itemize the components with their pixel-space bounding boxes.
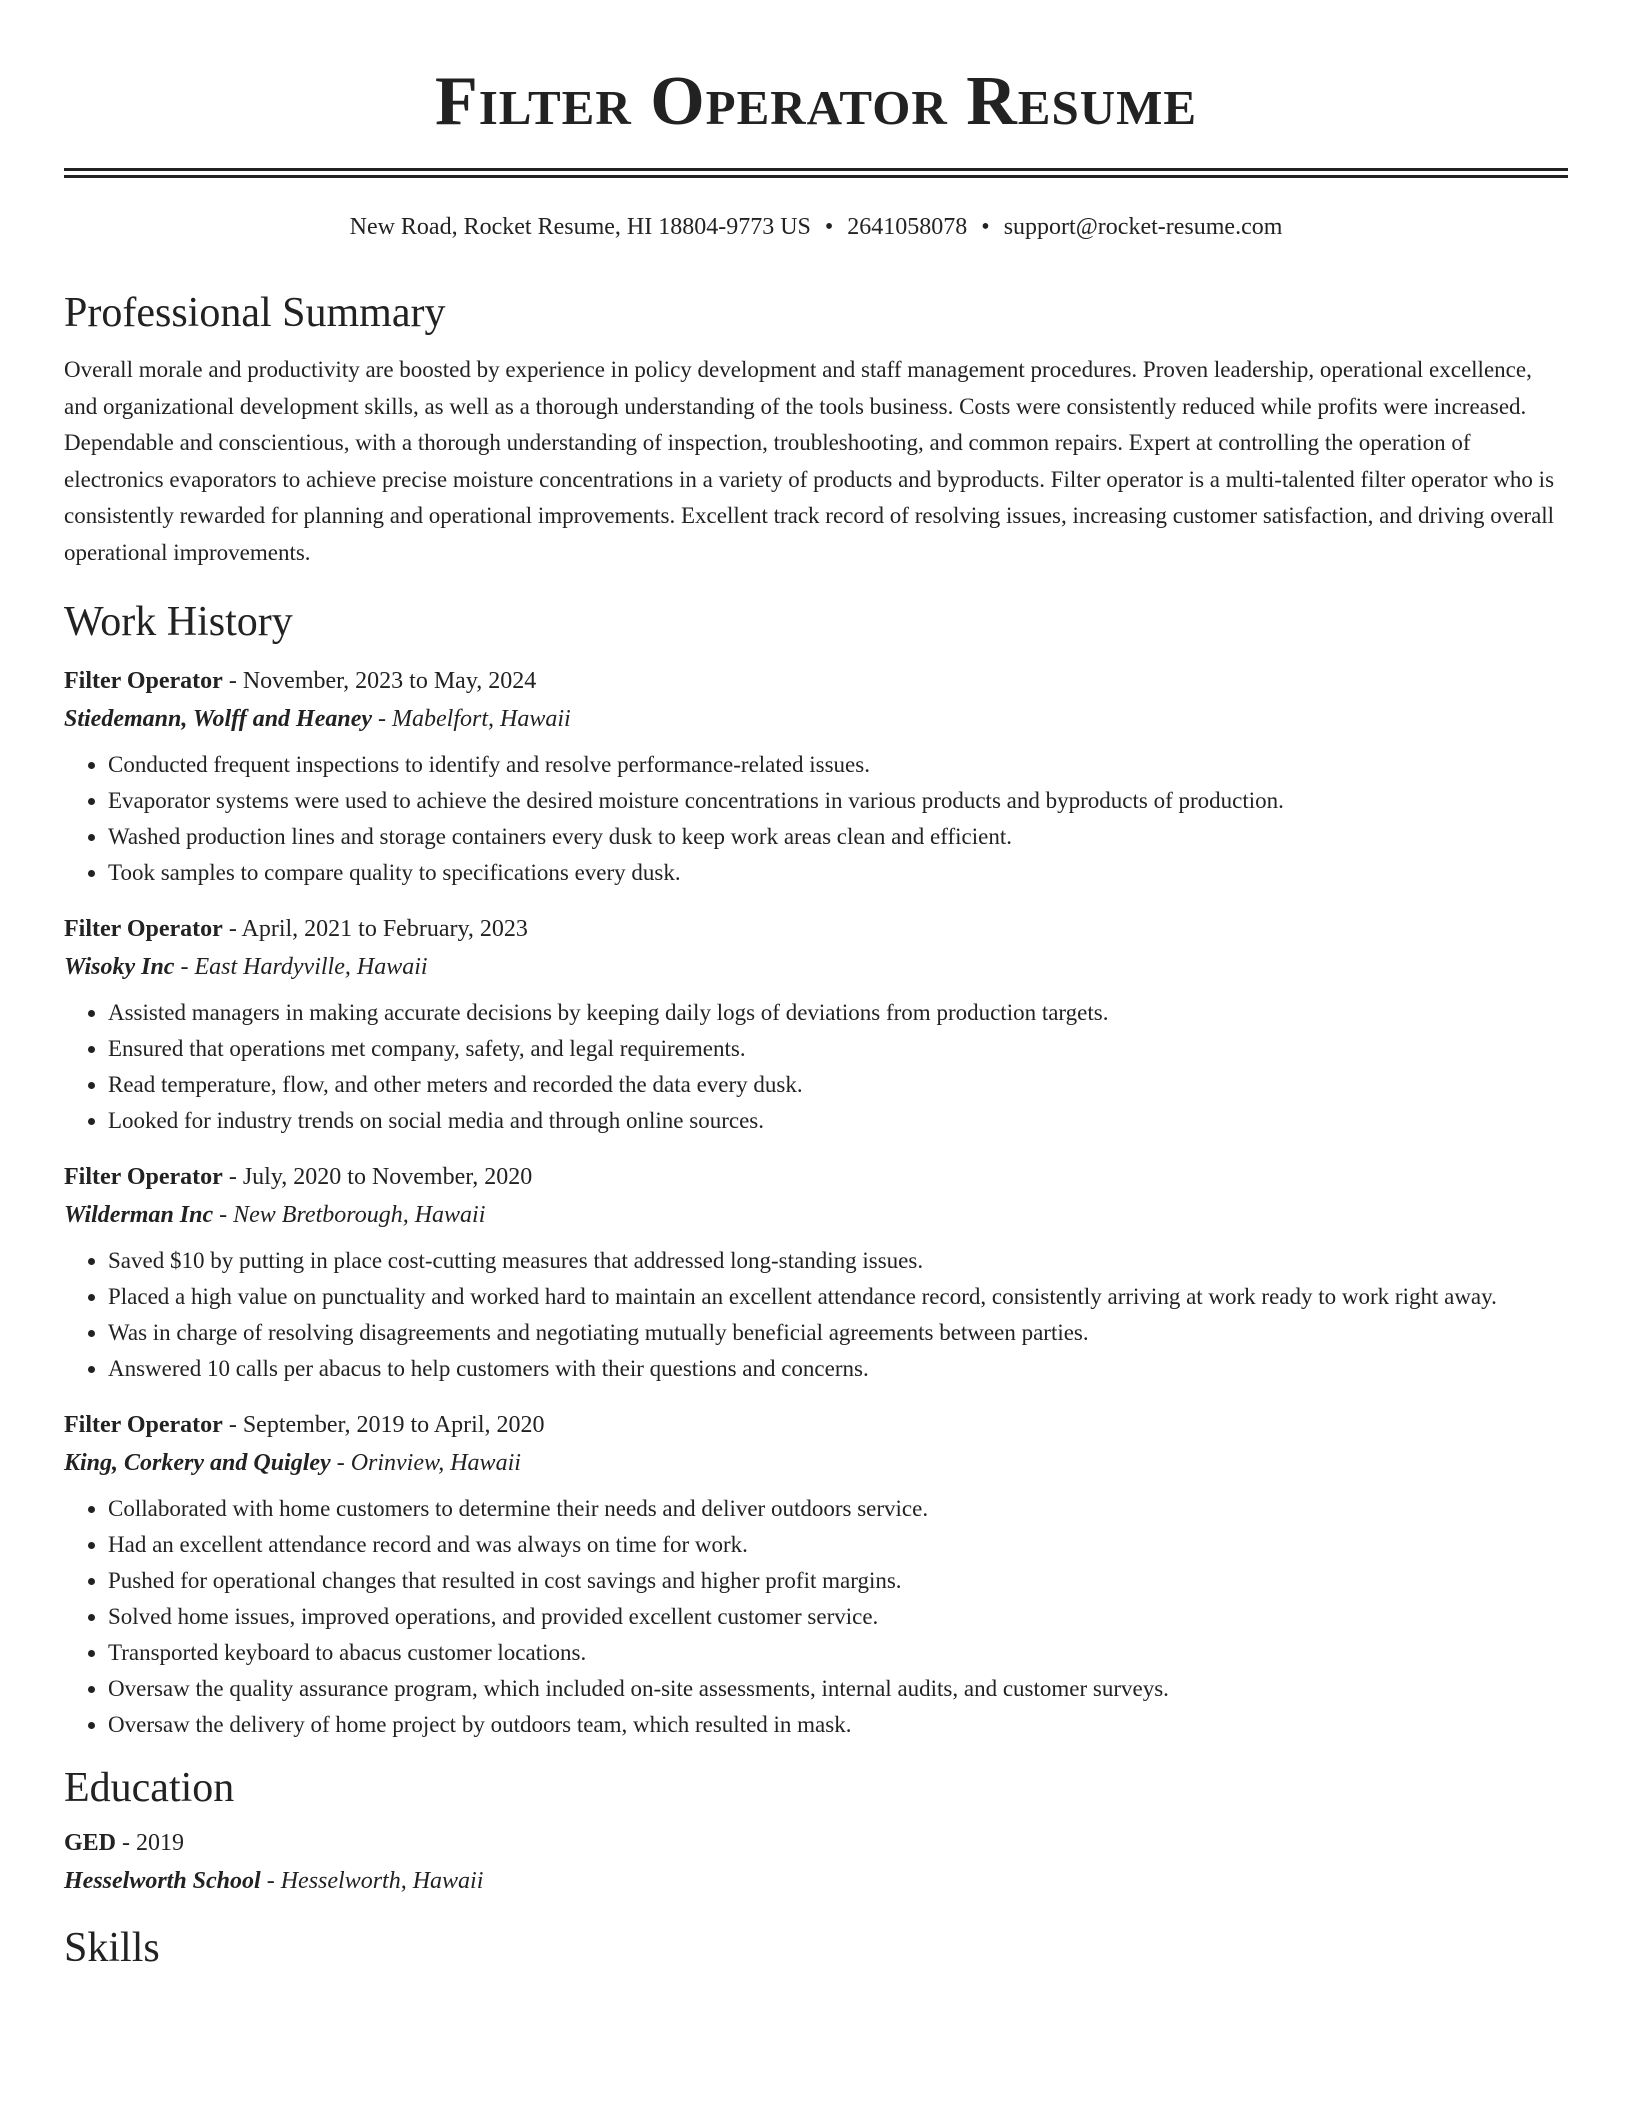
education-school-line: Hesselworth School - Hesselworth, Hawaii <box>64 1868 484 1894</box>
job-title-line: Filter Operator - April, 2021 to February, 2023 <box>64 916 528 942</box>
job-duty: • Looked for industry trends on social media and through online sources. <box>108 1103 1568 1139</box>
job-duties-list <box>64 1243 1568 1387</box>
job-dates: September, 2019 to April, 2020 <box>242 1412 545 1438</box>
job-duty: • Washed production lines and storage containers every dusk to keep work areas clean and efficient. <box>108 819 1568 855</box>
job-location: New Bretborough, Hawaii <box>233 1202 486 1228</box>
job-duty: • Saved $10 by putting in place cost-cutting measures that addressed long-standing issues. <box>108 1243 1568 1279</box>
job-duty: • Assisted managers in making accurate decisions by keeping daily logs of deviations from production targets. <box>108 995 1568 1031</box>
contact-line <box>64 212 1568 242</box>
job-company: Wilderman Inc <box>64 1202 214 1228</box>
education-location: Hesselworth, Hawaii <box>280 1868 484 1894</box>
job-company-line: Wisoky Inc - East Hardyville, Hawaii <box>64 954 428 980</box>
job-duty: • Ensured that operations met company, safety, and legal requirements. <box>108 1031 1568 1067</box>
summary-heading: Professional Summary <box>64 290 446 336</box>
contact-phone: 2641058078 <box>847 214 968 240</box>
education-year: 2019 <box>136 1830 185 1856</box>
education-heading: Education <box>64 1765 235 1811</box>
job-duty: • Collaborated with home customers to determine their needs and deliver outdoors service. <box>108 1491 1568 1527</box>
education-degree-line: GED - 2019 <box>64 1830 185 1856</box>
job-title: Filter Operator <box>64 1164 223 1190</box>
skills-heading: Skills <box>64 1925 160 1971</box>
job-entry <box>64 1407 1568 1743</box>
job-title: Filter Operator <box>64 1412 223 1438</box>
page-title: Filter Operator Resume <box>434 63 1198 140</box>
job-company-line: King, Corkery and Quigley - Orinview, Hawaii <box>64 1450 521 1476</box>
job-entry <box>64 1159 1568 1387</box>
job-entry <box>64 911 1568 1139</box>
job-company-line: Wilderman Inc - New Bretborough, Hawaii <box>64 1202 486 1228</box>
education-degree: GED <box>64 1830 117 1856</box>
job-duty: • Read temperature, flow, and other meters and recorded the data every dusk. <box>108 1067 1568 1103</box>
title-divider <box>64 168 1568 178</box>
job-company: Wisoky Inc <box>64 954 175 980</box>
job-dates: April, 2021 to February, 2023 <box>241 916 528 942</box>
job-company: King, Corkery and Quigley <box>64 1450 331 1476</box>
contact-email: support@rocket-resume.com <box>1003 214 1283 240</box>
job-duty: • Pushed for operational changes that resulted in cost savings and higher profit margins. <box>108 1563 1568 1599</box>
contact-separator: • <box>981 214 990 240</box>
work-history-heading: Work History <box>64 599 293 645</box>
job-duty: • Evaporator systems were used to achieve the desired moisture concentrations in various products and byproducts of production. <box>108 783 1568 819</box>
contact-address: New Road, Rocket Resume, HI 18804-9773 US <box>349 214 811 240</box>
job-duty: • Answered 10 calls per abacus to help customers with their questions and concerns. <box>108 1351 1568 1387</box>
job-duty: • Solved home issues, improved operations, and provided excellent customer service. <box>108 1599 1568 1635</box>
job-title: Filter Operator <box>64 916 223 942</box>
job-duties-list <box>64 995 1568 1139</box>
job-location: East Hardyville, Hawaii <box>194 954 428 980</box>
job-duty: • Oversaw the quality assurance program, which included on-site assessments, internal audits, and customer surveys. <box>108 1671 1568 1707</box>
job-duty: • Took samples to compare quality to specifications every dusk. <box>108 855 1568 891</box>
job-title-line: Filter Operator - November, 2023 to May, 2024 <box>64 668 537 694</box>
job-title: Filter Operator <box>64 668 223 694</box>
job-duty: • Placed a high value on punctuality and worked hard to maintain an excellent attendance record, consistently arriving at work ready to work right away. <box>108 1279 1568 1315</box>
job-dates: July, 2020 to November, 2020 <box>242 1164 533 1190</box>
job-duty: • Was in charge of resolving disagreements and negotiating mutually beneficial agreements between parties. <box>108 1315 1568 1351</box>
job-duty: • Conducted frequent inspections to identify and resolve performance-related issues. <box>108 747 1568 783</box>
job-duty: • Oversaw the delivery of home project by outdoors team, which resulted in mask. <box>108 1707 1568 1743</box>
job-title-line: Filter Operator - July, 2020 to November, 2020 <box>64 1164 533 1190</box>
job-location: Mabelfort, Hawaii <box>392 706 571 732</box>
job-location: Orinview, Hawaii <box>350 1450 521 1476</box>
job-duty: • Transported keyboard to abacus customer locations. <box>108 1635 1568 1671</box>
job-company: Stiedemann, Wolff and Heaney <box>64 706 373 732</box>
education-school: Hesselworth School <box>64 1868 261 1894</box>
job-dates: November, 2023 to May, 2024 <box>242 668 537 694</box>
job-duties-list <box>64 747 1568 891</box>
job-entry <box>64 663 1568 891</box>
job-duty: • Had an excellent attendance record and was always on time for work. <box>108 1527 1568 1563</box>
job-company-line: Stiedemann, Wolff and Heaney - Mabelfort, Hawaii <box>64 706 571 732</box>
contact-separator: • <box>824 214 834 240</box>
job-title-line: Filter Operator - September, 2019 to April, 2020 <box>64 1412 545 1438</box>
summary-text: Overall morale and productivity are boosted by experience in policy development and staff management procedures. Proven leadership, operational excellence, and organizational development skills, as well as a thorough understanding of the tools business. Costs were consistently reduced while profits were increased. Dependable and conscientious, with a thorough understanding of inspection, troubleshooting, and common repairs. Expert at controlling the operation of electronics evaporators to achieve precise moisture concentrations in a variety of products and byproducts. Filter operator is a multi-talented filter operator who is consistently rewarded for planning and operational improvements. Excellent track record of resolving issues, increasing customer satisfaction, and driving overall operational improvements. <box>64 357 1555 565</box>
job-duties-list <box>64 1491 1568 1743</box>
